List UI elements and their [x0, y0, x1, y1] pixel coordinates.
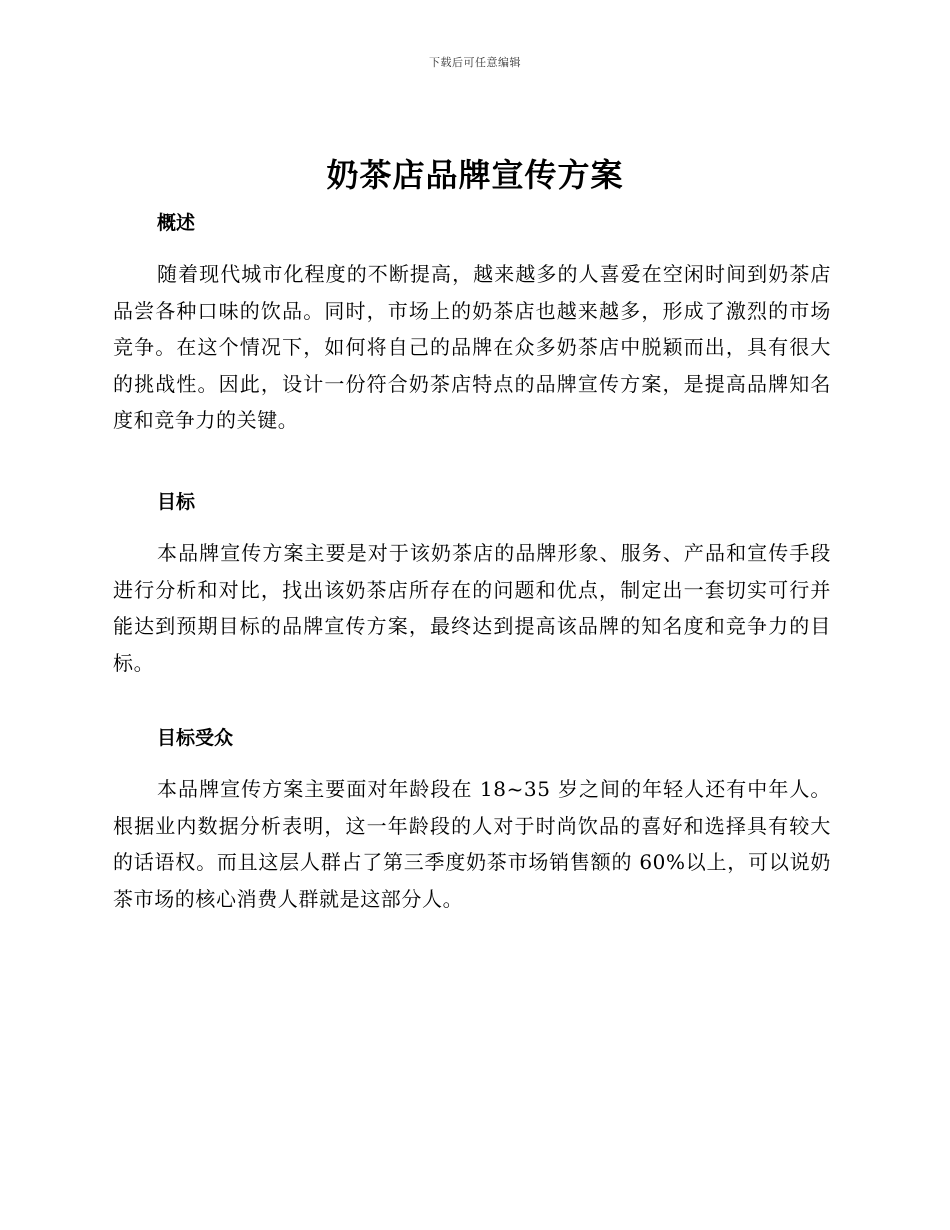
section-heading-overview: 概述 [157, 212, 196, 234]
section-heading-target-audience: 目标受众 [157, 727, 234, 749]
section-body-goals: 本品牌宣传方案主要是对于该奶茶店的品牌形象、服务、产品和宣传手段进行分析和对比，找出该奶茶店所存在的问题和优点，制定出一套切实可行并能达到预期目标的品牌宣传方案，最终达到提高该品牌的知名度和竞争力的目标。 [113, 541, 831, 675]
header-note: 下载后可任意编辑 [429, 56, 521, 69]
document-title: 奶茶店品牌宣传方案 [326, 156, 624, 194]
section-heading-goals: 目标 [157, 491, 196, 513]
section-body-overview: 随着现代城市化程度的不断提高，越来越多的人喜爱在空闲时间到奶茶店品尝各种口味的饮品。同时，市场上的奶茶店也越来越多，形成了激烈的市场竞争。在这个情况下，如何将自己的品牌在众多奶茶店中脱颖而出，具有很大的挑战性。因此，设计一份符合奶茶店特点的品牌宣传方案，是提高品牌知名度和竞争力的关键。 [113, 262, 831, 432]
section-body-target-audience: 本品牌宣传方案主要面对年龄段在 18~35 岁之间的年轻人还有中年人。根据业内数据分析表明，这一年龄段的人对于时尚饮品的喜好和选择具有较大的话语权。而且这层人群占了第三季度奶茶市场销售额的 60%以上，可以说奶茶市场的核心消费人群就是这部分人。 [113, 777, 831, 911]
